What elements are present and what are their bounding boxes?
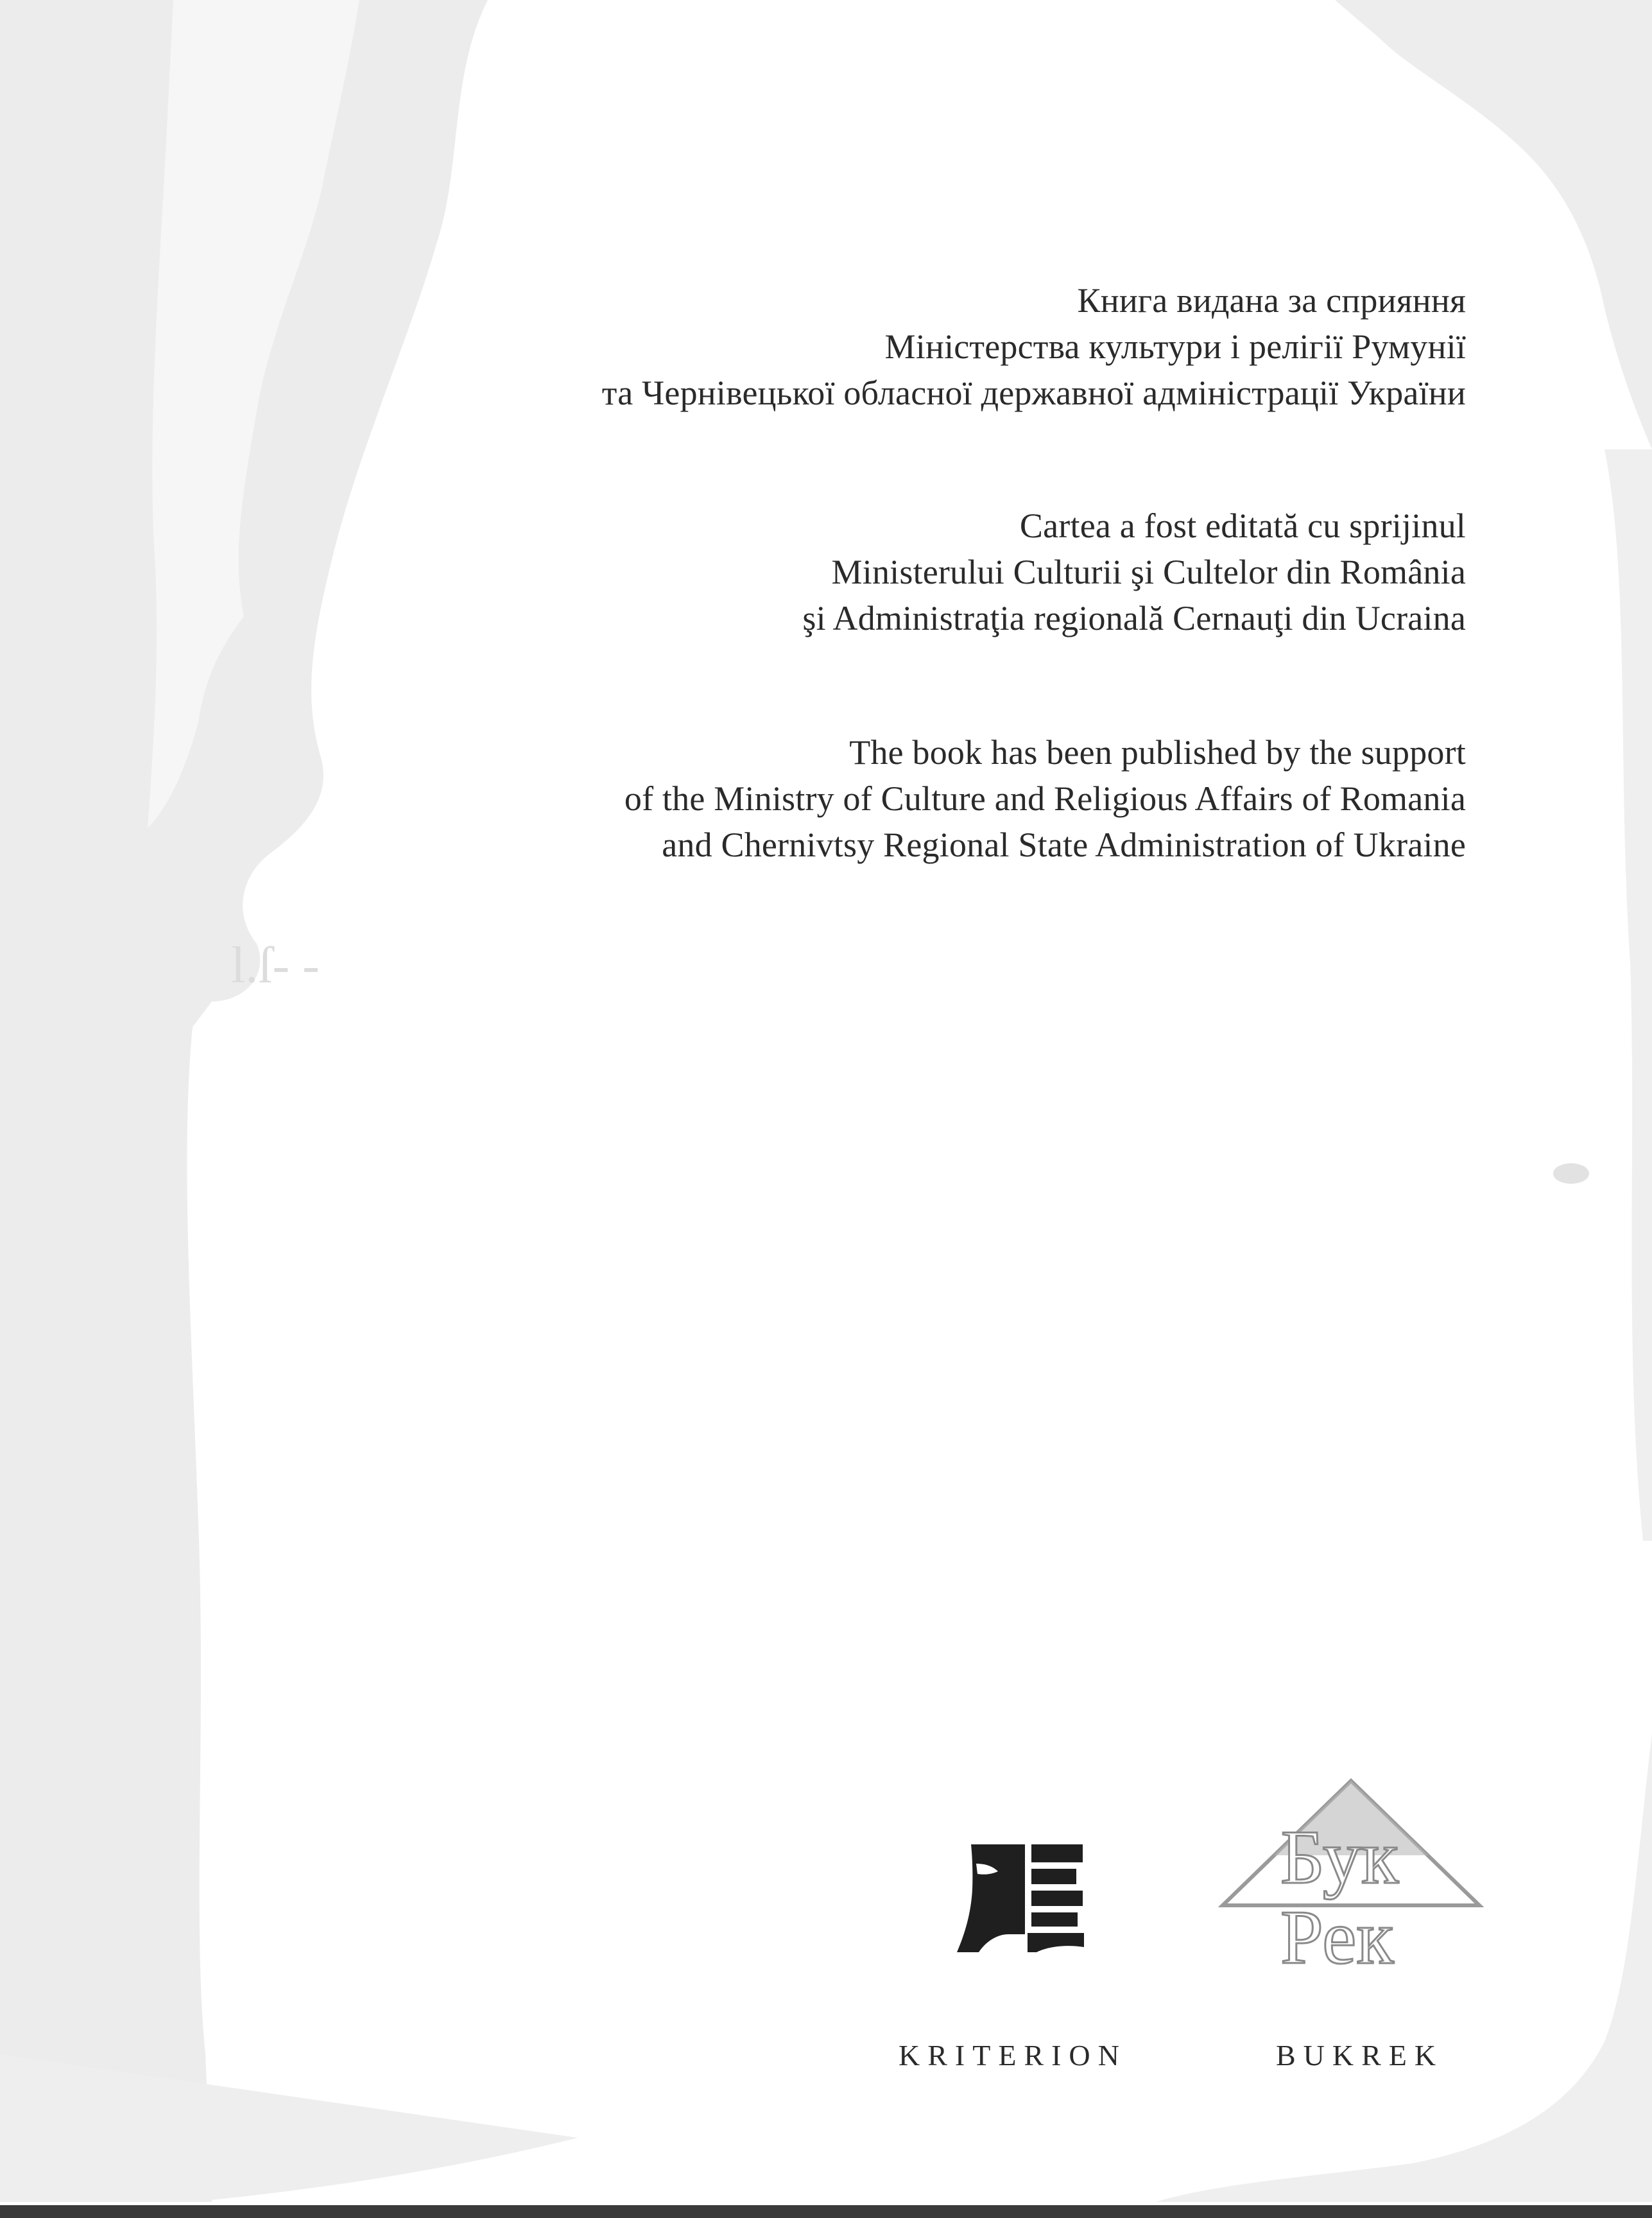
romanian-line-3: şi Administraţia regională Cernauţi din Ucraina (802, 599, 1466, 637)
ukrainian-line-2: Міністерства культури і релігії Румунії (884, 327, 1466, 366)
english-line-2: of the Ministry of Culture and Religious Affairs of Romania (624, 779, 1466, 818)
romanian-acknowledgement (802, 503, 1466, 641)
page-bottom-edge (0, 2205, 1652, 2218)
english-line-1: The book has been published by the support (849, 733, 1466, 772)
romanian-line-1: Cartea a fost editată cu sprijinul (1019, 507, 1466, 545)
bukrek-publisher-name: BUKREK (1276, 2039, 1444, 2072)
bukrek-logo-bottom-text: Рек (1280, 1894, 1394, 1980)
svg-text:l.ſ‑ ‑: l.ſ‑ ‑ (231, 937, 320, 994)
kriterion-publisher-name: KRITERION (899, 2039, 1127, 2072)
english-acknowledgement (624, 729, 1466, 868)
ukrainian-line-3: та Чернівецької обласної державної адміністрації України (601, 374, 1466, 412)
ukrainian-line-1: Книга видана за сприяння (1077, 281, 1466, 320)
english-line-3: and Chernivtsy Regional State Administration of Ukraine (662, 826, 1466, 864)
kriterion-logo (953, 1838, 1088, 1957)
romanian-line-2: Ministerului Culturii şi Cultelor din România (831, 553, 1466, 591)
bukrek-logo (1210, 1777, 1492, 1989)
ukrainian-acknowledgement (602, 277, 1466, 416)
bukrek-logo-top-text: Бук (1280, 1814, 1399, 1900)
